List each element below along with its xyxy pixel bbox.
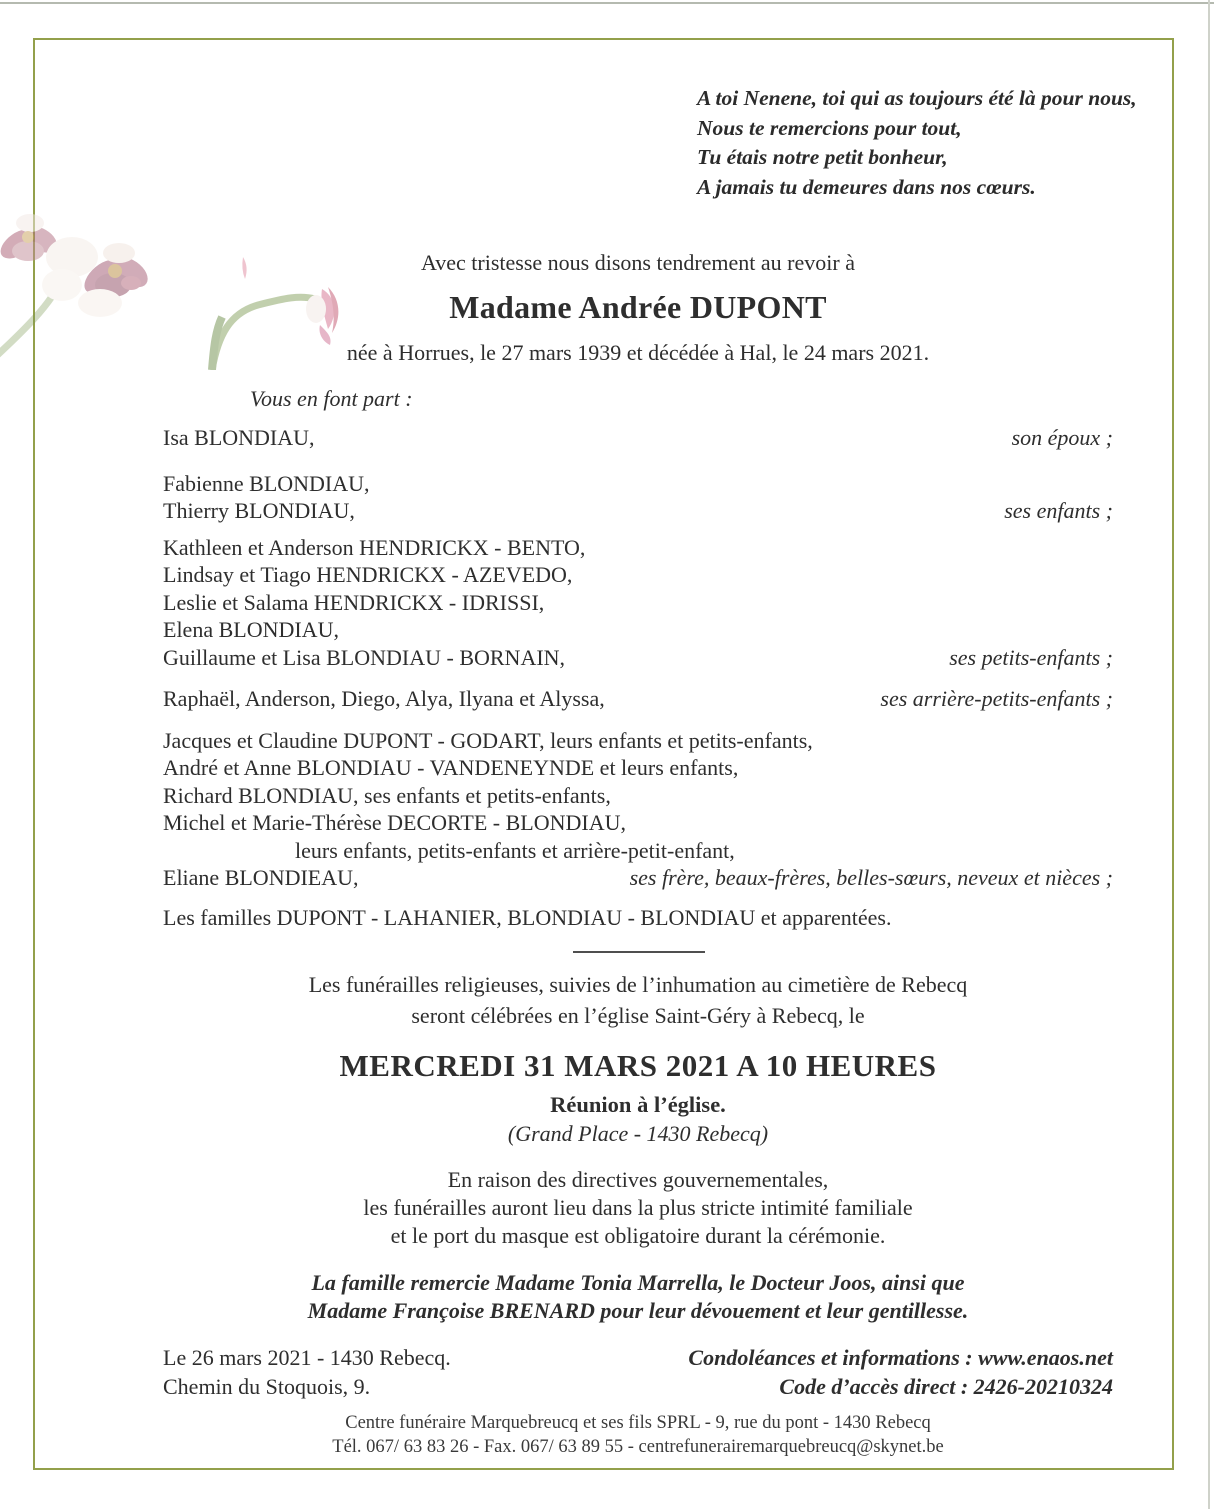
funeral-home-name: Centre funéraire Marquebreucq et ses fils SPRL - 9, rue du pont - 1430 Rebecq xyxy=(345,1413,931,1433)
family-row xyxy=(163,470,1113,498)
family-row xyxy=(163,561,1113,589)
family-member-name: Elena BLONDIAU, xyxy=(163,617,339,642)
family-row xyxy=(163,644,1113,672)
epigraph-line: A jamais tu demeures dans nos cœurs. xyxy=(697,174,1036,199)
family-member-name: Michel et Marie-Thérèse DECORTE - BLONDIAU, xyxy=(163,810,626,835)
family-member-name: Raphaël, Anderson, Diego, Alya, Ilyana et Alyssa, xyxy=(163,686,605,711)
relation-label: son époux ; xyxy=(1011,425,1113,450)
relation-label: ses enfants ; xyxy=(1004,498,1113,523)
meeting-line: Réunion à l’église. xyxy=(550,1092,726,1117)
ceremony-line: Les funérailles religieuses, suivies de l’inhumation au cimetière de Rebecq xyxy=(308,972,968,997)
funeral-home-contact: Tél. 067/ 63 83 26 - Fax. 067/ 63 89 55 - centrefunerairemarquebreucq@skynet.be xyxy=(332,1436,944,1457)
epigraph xyxy=(697,84,1137,202)
family-member-name: Les familles DUPONT - LAHANIER, BLONDIAU - BLONDIAU et apparentées. xyxy=(163,904,892,930)
funeral-home-footer xyxy=(163,1412,1113,1459)
family-member-name: Fabienne BLONDIAU, xyxy=(163,470,370,496)
family-row xyxy=(163,809,1113,837)
family-row xyxy=(163,534,1113,562)
relation-label: ses frère, beaux-frères, belles-sœurs, neveux et nièces ; xyxy=(629,865,1113,890)
family-list xyxy=(163,424,1113,931)
lead-text: Avec tristesse nous disons tendrement au revoir à xyxy=(421,250,855,275)
family-row xyxy=(163,727,1113,755)
family-row xyxy=(163,904,1113,932)
family-row xyxy=(163,754,1113,782)
family-member-name: Leslie et Salama HENDRICKX - IDRISSI, xyxy=(163,589,545,615)
relation-label: ses arrière-petits-enfants ; xyxy=(880,686,1113,711)
ceremony-datetime: MERCREDI 31 MARS 2021 A 10 HEURES xyxy=(339,1048,937,1083)
family-member-name: Eliane BLONDIEAU, xyxy=(163,865,359,890)
relation-label: ses petits-enfants ; xyxy=(949,644,1113,670)
family-member-name: Kathleen et Anderson HENDRICKX - BENTO, xyxy=(163,534,586,560)
family-member-name: leurs enfants, petits-enfants et arrière-petit-enfant, xyxy=(295,837,735,863)
scan-artifact-right xyxy=(1208,0,1210,1509)
family-row xyxy=(163,837,1113,865)
epigraph-line: Nous te remercions pour tout, xyxy=(697,115,962,140)
church-address: (Grand Place - 1430 Rebecq) xyxy=(507,1121,769,1146)
family-member-name: Thierry BLONDIAU, xyxy=(163,498,355,523)
footer-date-place: Le 26 mars 2021 - 1430 Rebecq. xyxy=(163,1345,451,1370)
covid-notice-line: et le port du masque est obligatoire durant la cérémonie. xyxy=(390,1223,886,1248)
family-row xyxy=(163,424,1113,452)
epigraph-line: A toi Nenene, toi qui as toujours été là pour nous, xyxy=(697,86,1137,110)
scan-artifact-top xyxy=(0,2,1214,4)
covid-notice-line: En raison des directives gouvernementales, xyxy=(447,1167,829,1192)
family-member-name: Richard BLONDIAU, ses enfants et petits-enfants, xyxy=(163,782,611,808)
family-row xyxy=(163,685,1113,713)
footer-address: Chemin du Stoquois, 9. xyxy=(163,1373,371,1399)
ceremony-line: seront célébrées en l’église Saint-Géry à Rebecq, le xyxy=(411,1003,865,1028)
family-member-name: Jacques et Claudine DUPONT - GODART, leurs enfants et petits-enfants, xyxy=(163,727,813,753)
announcement-label: Vous en font part : xyxy=(250,386,413,411)
footer-right xyxy=(163,1344,1113,1401)
access-code: Code d’accès direct : 2426-20210324 xyxy=(779,1373,1113,1399)
section-divider xyxy=(573,951,705,953)
family-member-name: André et Anne BLONDIAU - VANDENEYNDE et leurs enfants, xyxy=(163,755,739,780)
family-member-name: Isa BLONDIAU, xyxy=(163,425,315,450)
epigraph-line: Tu étais notre petit bonheur, xyxy=(697,145,948,169)
condolences-info: Condoléances et informations : www.enaos.net xyxy=(688,1345,1113,1370)
family-member-name: Lindsay et Tiago HENDRICKX - AZEVEDO, xyxy=(163,562,573,587)
thanks-line: La famille remercie Madame Tonia Marrella, le Docteur Joos, ainsi que xyxy=(311,1270,965,1295)
covid-notice-line: les funérailles auront lieu dans la plus stricte intimité familiale xyxy=(363,1195,913,1220)
thanks-line: Madame Françoise BRENARD pour leur dévouement et leur gentillesse. xyxy=(307,1298,969,1323)
family-member-name: Guillaume et Lisa BLONDIAU - BORNAIN, xyxy=(163,644,566,670)
family-row xyxy=(163,864,1113,892)
family-row xyxy=(163,589,1113,617)
family-row xyxy=(163,616,1113,644)
family-row xyxy=(163,782,1113,810)
birth-death-dates: née à Horrues, le 27 mars 1939 et décédée à Hal, le 24 mars 2021. xyxy=(346,340,930,365)
deceased-name: Madame Andrée DUPONT xyxy=(449,289,827,325)
family-row xyxy=(163,497,1113,525)
